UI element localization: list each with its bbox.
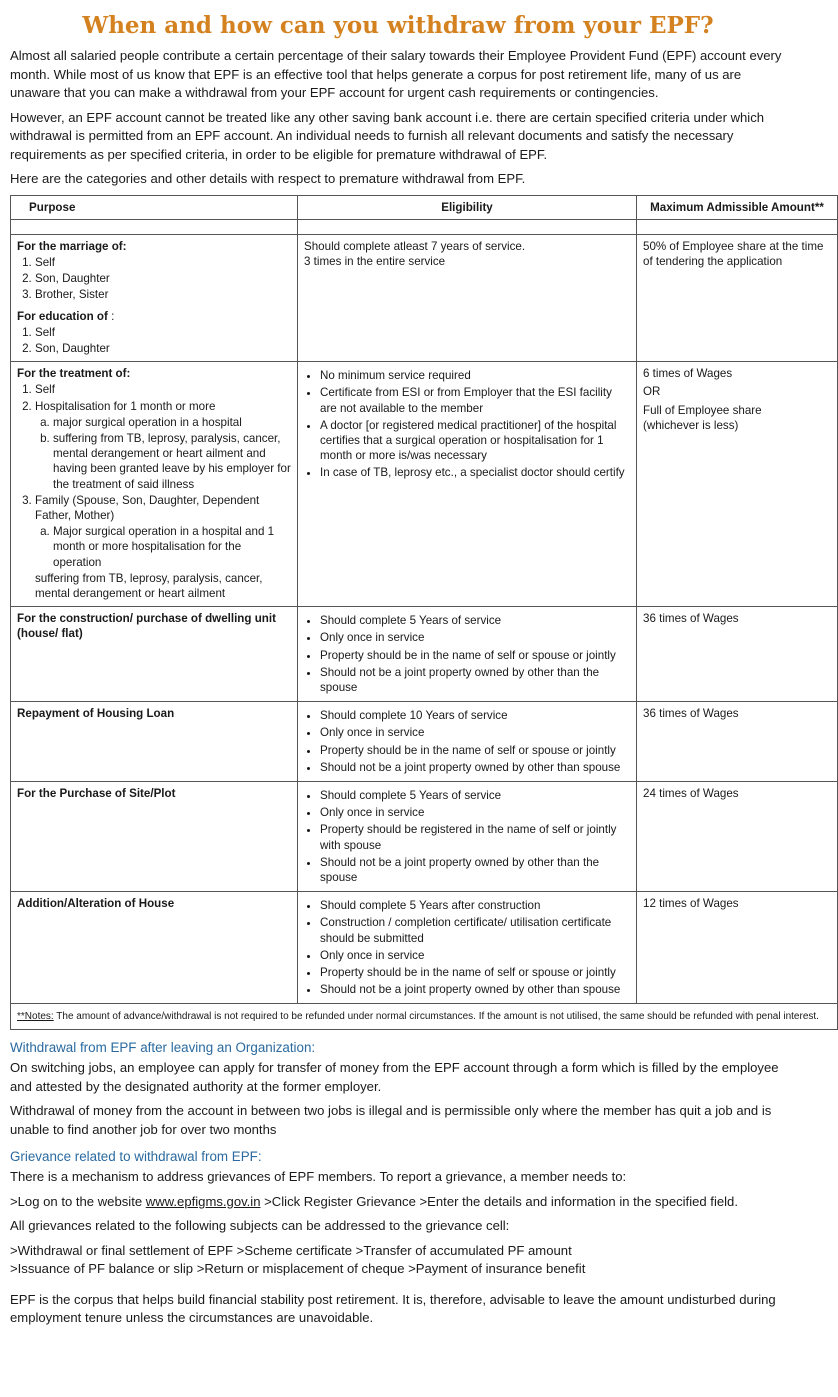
eligibility-cell [298,892,637,1004]
spacer-cell [11,219,298,234]
treatment-heading: For the treatment of: [17,367,131,381]
steps-post: >Click Register Grievance >Enter the details and information in the specified field. [260,1193,738,1209]
list-item [35,399,291,492]
purpose-cell: For the Purchase of Site/Plot [11,782,298,892]
amount-cell: 12 times of Wages [637,892,838,1004]
purpose-cell: Addition/Alteration of House [11,892,298,1004]
list-item: • Should not be a joint property owned by other than spouse [320,982,630,997]
list-item: • Should complete 5 Years after construction [320,898,630,913]
notes-label: **Notes: [17,1011,54,1023]
eligibility-cell [298,782,637,892]
page-title: When and how can you withdraw from your EPF? [82,12,714,39]
list-item: • A doctor [or registered medical practitioner] of the hospital certifies that a surgical operation or hospitalisation for 1 month or more is/was necessary [320,418,630,464]
list-item-text: Family (Spouse, Son, Daughter, Dependent Father, Mother) [35,493,260,522]
list-item [35,382,291,397]
eligibility-cell [298,234,637,361]
list-item: • Should complete 5 Years of service [320,788,630,803]
list-item: • In case of TB, leprosy etc., a specialist doctor should certify [320,465,630,480]
eligibility-list [304,368,630,480]
list-item: • Only once in service [320,630,630,645]
family-extra-text: suffering from TB, leprosy, paralysis, cancer, mental derangement or heart ailment [35,571,263,600]
education-heading-line [17,309,291,324]
list-item-text: Hospitalisation for 1 month or more [35,399,216,413]
list-item: • Should complete 10 Years of service [320,708,630,723]
list-item: • Only once in service [320,948,630,963]
list-item: • Property should be in the name of self or spouse or jointly [320,743,630,758]
spacer-cell [637,219,838,234]
sub-list [35,415,291,492]
education-colon: : [111,309,115,323]
list-item: • Construction / completion certificate/ utilisation certificate should be submitted [320,915,630,945]
table-row-alteration [11,892,838,1004]
grievance-paragraph-1: There is a mechanism to address grievances of EPF members. To report a grievance, a member needs to: [10,1169,627,1185]
table-row-treatment [11,362,838,607]
amount-line: 6 times of Wages [643,367,733,381]
grievance-steps [10,1193,786,1212]
section1-paragraph-2: Withdrawal of money from the account in between two jobs is illegal and is permissible only where the member has quit a job and is unable to find another job for over two months [10,1103,772,1137]
purpose-cell [11,362,298,607]
notes-text: The amount of advance/withdrawal is not required to be refunded under normal circumstances. If the amount is not utilised, the same should be refunded with penal interest. [53,1011,819,1023]
table-row-marriage-education [11,234,838,361]
list-item: 2. Son, Daughter [35,271,291,286]
list-item: • Certificate from ESI or from Employer that the ESI facility are not available to the member [320,385,630,415]
list-item: a. Major surgical operation in a hospital and 1 month or more hospitalisation for the operation [53,524,291,570]
grievance-subjects-line-1: >Withdrawal or final settlement of EPF >Scheme certificate >Transfer of accumulated PF amount [10,1242,572,1258]
eligibility-list [304,613,630,695]
amount-cell: 36 times of Wages [637,702,838,782]
eligibility-cell [298,607,637,702]
list-item: • Only once in service [320,725,630,740]
amount-line: Full of Employee share [643,403,762,417]
closing-paragraph: EPF is the corpus that helps build financial stability post retirement. It is, therefore, advisable to leave the amount undisturbed during employment tenure unless the circumstances are unavoidable. [10,1291,776,1326]
section1-paragraph-1: On switching jobs, an employee can apply for transfer of money from the EPF account through a form which is filled by the employee and attested by the designated authority at the former employer. [10,1060,779,1094]
list-item: • Property should be in the name of self or spouse or jointly [320,965,630,980]
notes-cell [11,1004,838,1030]
table-row-site-plot [11,782,838,892]
amount-cell [637,362,838,607]
table-header-row [11,195,838,219]
epfigms-link[interactable]: www.epfigms.gov.in [145,1193,261,1209]
header-purpose: Purpose [11,195,298,219]
amount-cell: 50% of Employee share at the time of tendering the application [637,234,838,361]
list-item: • No minimum service required [320,368,630,383]
section-heading-leaving-organization: Withdrawal from EPF after leaving an Organization: [10,1040,316,1056]
eligibility-line: Should complete atleast 7 years of service. [304,239,526,253]
amount-line: (whichever is less) [643,418,739,432]
list-item: 1. Self [35,255,291,270]
section-heading-grievance: Grievance related to withdrawal from EPF: [10,1149,262,1165]
list-item: • Should complete 5 Years of service [320,613,630,628]
list-item: • Property should be in the name of self or spouse or jointly [320,648,630,663]
eligibility-list [304,788,630,885]
table-row-housing-loan [11,702,838,782]
grievance-paragraph-2: All grievances related to the following subjects can be addressed to the grievance cell: [10,1218,510,1234]
eligibility-line: 3 times in the entire service [304,254,446,268]
withdrawal-table [10,195,838,1031]
education-heading: For education of [17,309,108,323]
eligibility-list [304,898,630,997]
list-item: b. suffering from TB, leprosy, paralysis, cancer, mental derangement or heart ailment and having been granted leave by his employer for the treatment of said illness [53,431,291,492]
sub-list [35,524,291,570]
table-notes-row [11,1004,838,1030]
table-spacer-row [11,219,838,234]
marriage-list [17,255,291,303]
intro-paragraph-1: Almost all salaried people contribute a certain percentage of their salary towards their Employee Provident Fund (EPF) account every month. While most of us know that EPF is an effective tool that helps generate a corpus for post retirement life, many of us are unaware that you can make a withdrawal from your EPF account for urgent cash requirements or contingencies. [10,48,782,100]
list-item: 1. Self [35,325,291,340]
intro-paragraph-2: However, an EPF account cannot be treated like any other saving bank account i.e. there are certain specified criteria under which withdrawal is permitted from an EPF account. An individual needs to furnish all relevant documents and satisfy the necessary requirements as per specified criteria, in order to be eligible for premature withdrawal of EPF. [10,109,765,162]
amount-cell: 24 times of Wages [637,782,838,892]
spacer-cell [298,219,637,234]
marriage-heading: For the marriage of: [17,239,127,253]
list-item: • Should not be a joint property owned by other than the spouse [320,665,630,695]
list-item: • Only once in service [320,805,630,820]
steps-pre: >Log on to the website [10,1193,146,1209]
list-item-text: Self [35,383,55,397]
amount-line: OR [643,385,661,399]
purpose-cell: Repayment of Housing Loan [11,702,298,782]
education-list [17,325,291,356]
eligibility-cell [298,702,637,782]
purpose-cell: For the construction/ purchase of dwelling unit (house/ flat) [11,607,298,702]
article [10,0,824,1328]
intro-paragraph-3: Here are the categories and other details with respect to premature withdrawal from EPF. [10,171,526,186]
list-item: a. major surgical operation in a hospital [53,415,291,430]
list-item [35,493,291,601]
header-eligibility: Eligibility [298,195,637,219]
table-row-construction [11,607,838,702]
amount-cell: 36 times of Wages [637,607,838,702]
list-item: 3. Brother, Sister [35,287,291,302]
treatment-list [17,382,291,601]
purpose-cell [11,234,298,361]
eligibility-cell [298,362,637,607]
eligibility-list [304,708,630,775]
list-item: 2. Son, Daughter [35,341,291,356]
grievance-subjects-line-2: >Issuance of PF balance or slip >Return or misplacement of cheque >Payment of insurance benefit [10,1261,586,1277]
list-item: • Should not be a joint property owned by other than spouse [320,760,630,775]
list-item: • Property should be registered in the name of self or jointly with spouse [320,822,630,852]
list-item: • Should not be a joint property owned by other than the spouse [320,855,630,885]
header-amount: Maximum Admissible Amount** [637,195,838,219]
